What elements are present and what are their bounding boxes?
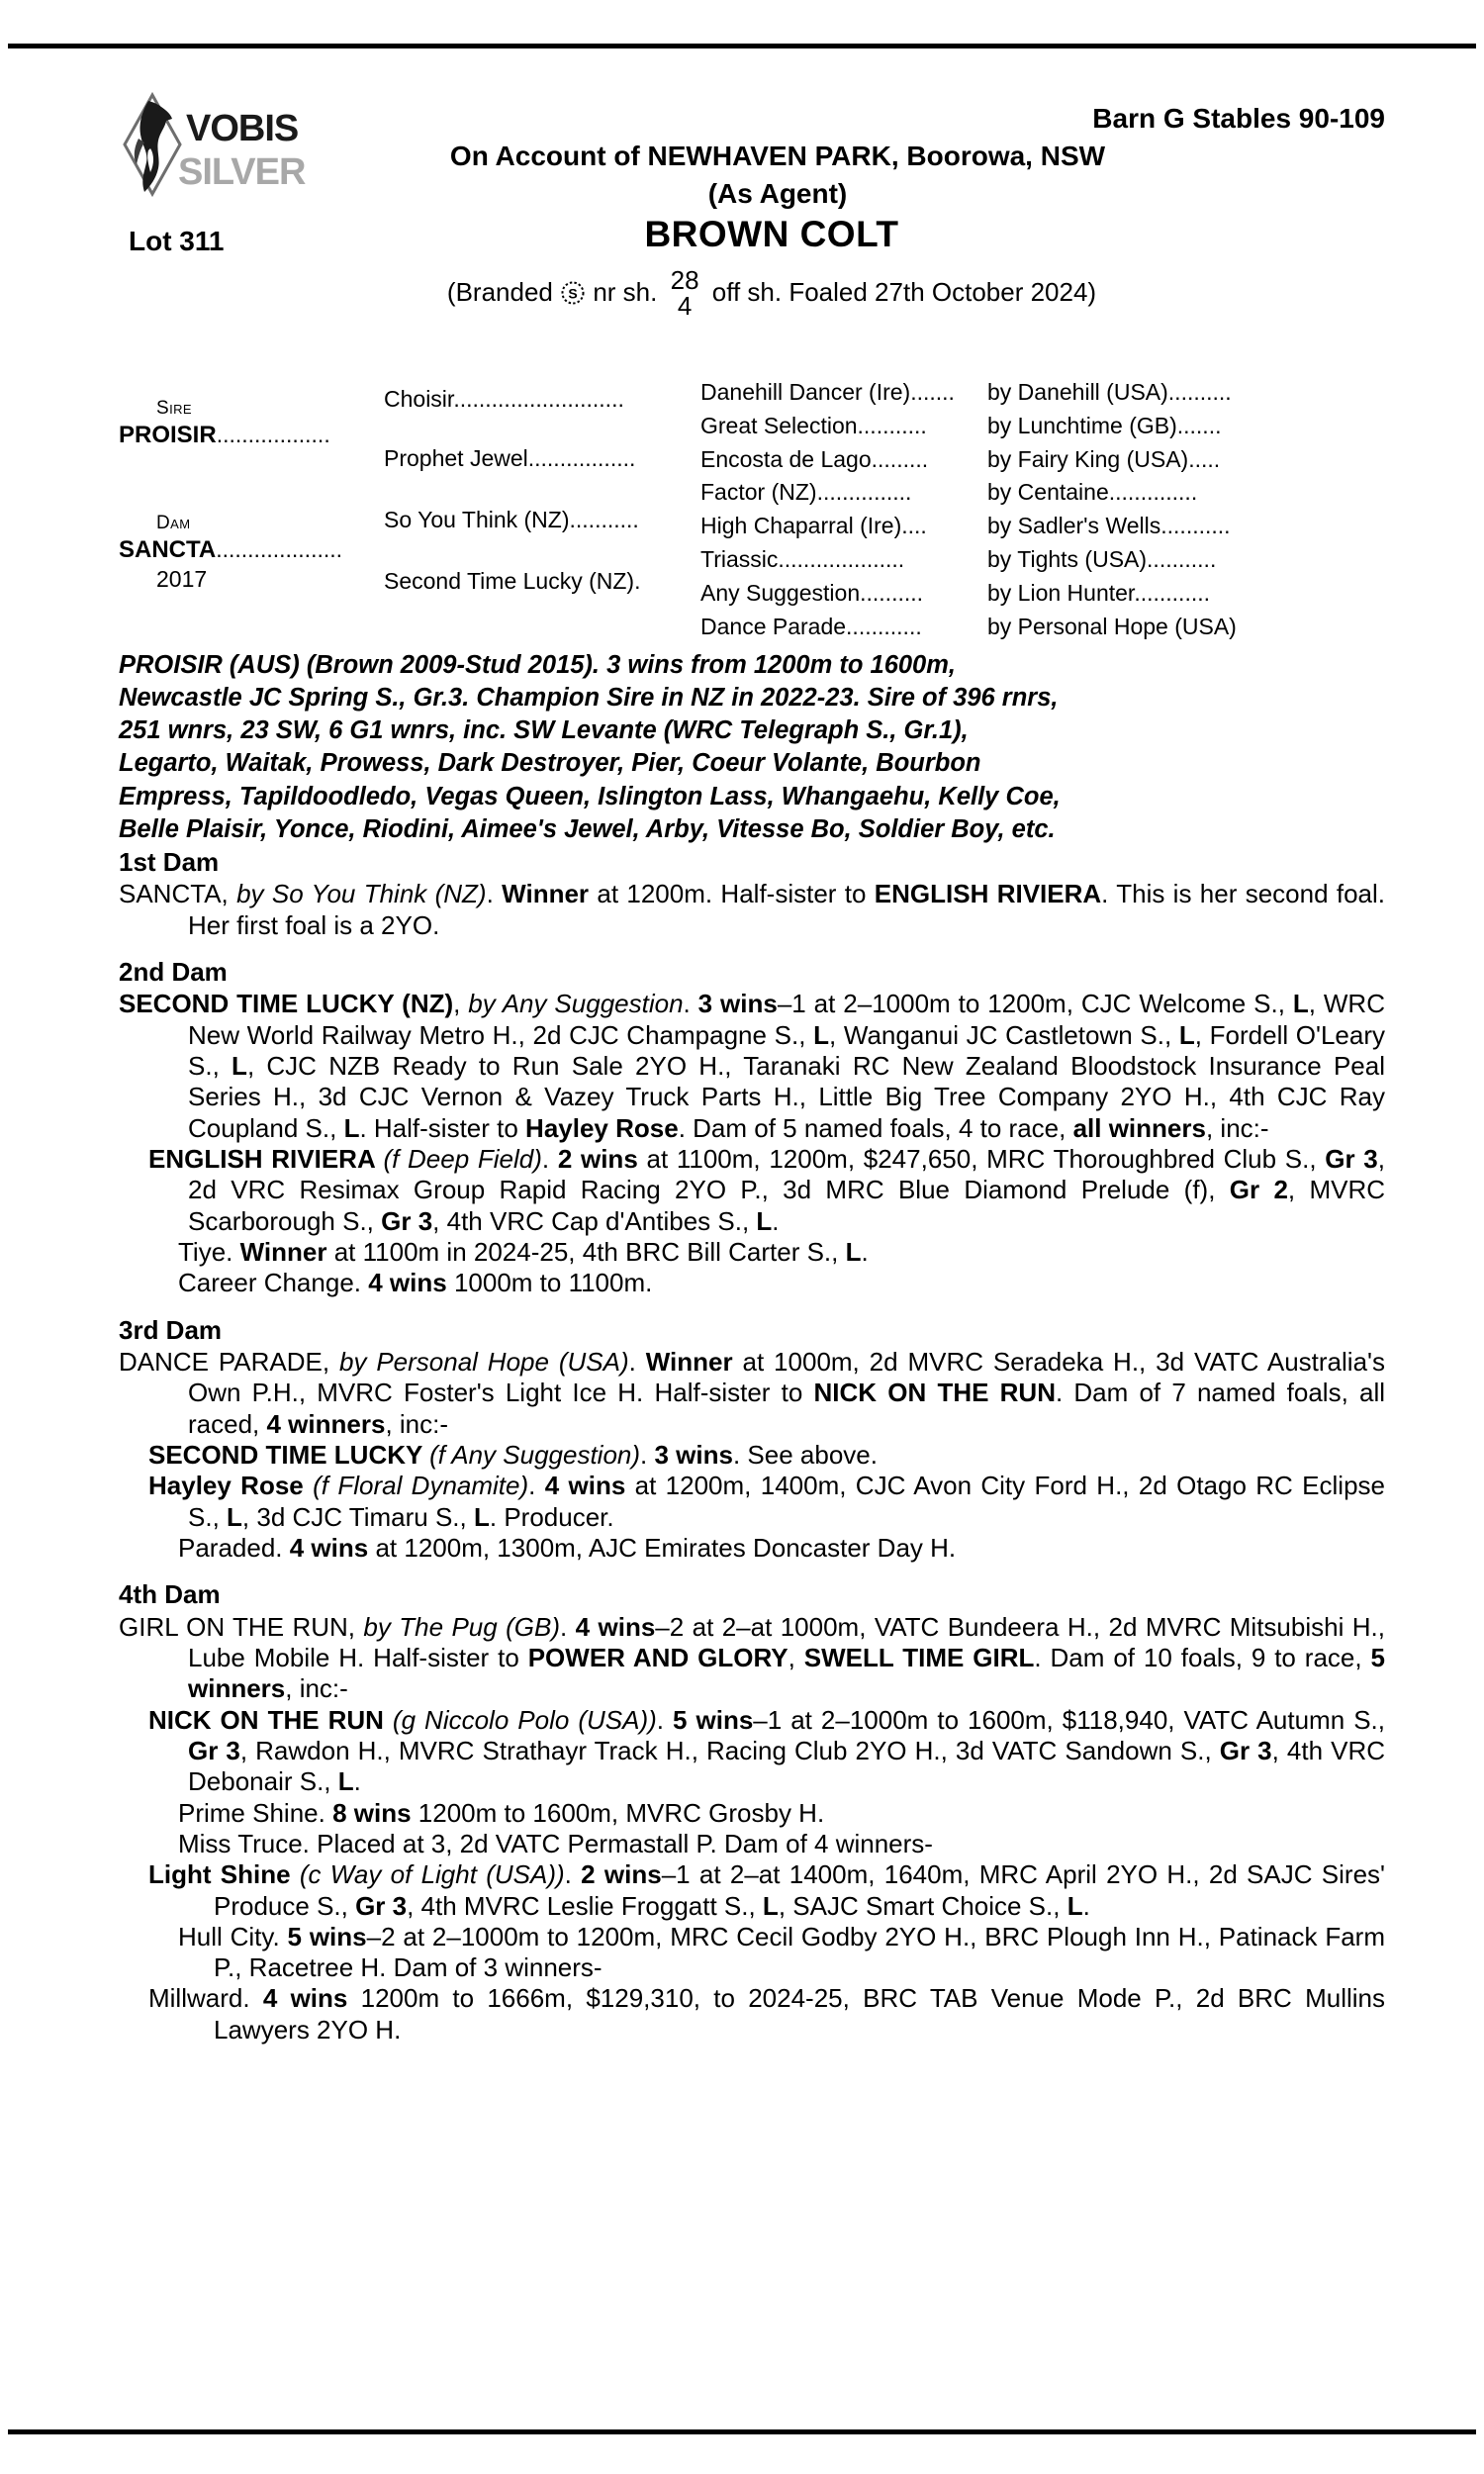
dot-leader: .............. [1108, 479, 1198, 506]
dot-leader: ............ [846, 613, 922, 639]
entry-bold-text: Gr 3 [355, 1890, 408, 1921]
entry-bold-text: L [337, 1766, 354, 1797]
pedigree-gen2-name: So You Think (NZ) [384, 507, 570, 532]
entry-text: SANCTA, [119, 879, 237, 909]
entry-text: , [453, 989, 469, 1019]
entry-text: . [528, 1471, 545, 1501]
entry-bold-text: L [1178, 1019, 1195, 1050]
entry-text: at 1100m, 1200m, $247,650, MRC Thoroughbred Club S., [637, 1143, 1326, 1174]
entry-text: . [656, 1704, 674, 1735]
branded-mid: nr sh. [593, 277, 658, 307]
entry-bold-text: 4 wins [262, 1983, 348, 2014]
entry-text: . Producer. [489, 1501, 614, 1532]
entry-bold-text: L [343, 1112, 360, 1143]
pedigree-entry [119, 1533, 1385, 1564]
entry-text: . [628, 1346, 646, 1377]
pedigree-gen3-cell [700, 611, 987, 644]
pedigree-dam-year: 2017 [156, 565, 208, 592]
dot-leader: ............ [1134, 579, 1211, 606]
pedigree-gen4-name: by Fairy King (USA) [987, 445, 1189, 472]
pedigree-entry [119, 879, 1385, 941]
pedigree-gen3-name: Any Suggestion [700, 579, 861, 606]
pedigree-entry [119, 989, 1385, 1144]
pedigree-leaf-row [700, 611, 1385, 644]
entry-bold-text: Winner [502, 879, 590, 909]
entry-text: Miss Truce. Placed at 3, 2d VATC Permastall P. Dam of 4 winners- [178, 1828, 933, 1858]
entry-italic-text: (f Floral Dynamite) [313, 1471, 529, 1501]
entry-text: , 3d CJC Timaru S., [241, 1501, 474, 1532]
as-agent-line: (As Agent) [707, 178, 848, 209]
entry-bold-text: Gr 3 [1325, 1143, 1378, 1174]
branding-line [119, 267, 1385, 319]
sire-paragraph-line: PROISIR (AUS) (Brown 2009-Stud 2015). 3 wins from 1200m to 1600m, [119, 651, 956, 679]
top-rule [8, 44, 1476, 48]
dot-leader: ........... [1160, 513, 1231, 539]
dam-heading: 1st Dam [119, 847, 220, 877]
entry-text: . [353, 1766, 361, 1797]
pedigree-gen3-name: Encosta de Lago [700, 445, 872, 472]
pedigree-gen2-name: Choisir [384, 386, 454, 412]
pedigree-entry [119, 1144, 1385, 1237]
logo-silver-text: SILVER [178, 151, 306, 193]
pedigree-entry [119, 1859, 1385, 1922]
entry-text: at 1200m, 1400m, CJC Avon City Ford H., 2d Otago RC Eclipse S., [188, 1471, 1385, 1532]
dot-leader: ........... [1147, 545, 1217, 572]
entry-text: . [564, 1859, 582, 1890]
dot-leader: ........... [857, 412, 927, 438]
pedigree-leaf-row [700, 376, 1385, 410]
pedigree-dam-label: Dam [156, 513, 191, 533]
pedigree-gen3-cell [700, 376, 987, 410]
pedigree-entry [119, 1347, 1385, 1440]
sire-paragraph-line: Legarto, Waitak, Prowess, Dark Destroyer, Pier, Coeur Volante, Bourbon [119, 749, 981, 778]
pedigree-gen3-name: Triassic [700, 545, 779, 572]
pedigree-gen4-name: by Sadler's Wells [987, 513, 1161, 539]
dam-block [119, 513, 384, 594]
pedigree-entry [119, 1440, 1385, 1471]
pedigree-leaf-row [700, 410, 1385, 443]
pedigree-gen3-cell [700, 476, 987, 510]
entry-text: Tiye. [178, 1236, 240, 1267]
pedigree-entry [119, 1612, 1385, 1705]
barn-stables-label: Barn G Stables 90-109 [1092, 103, 1385, 134]
entry-bold-text: 5 wins [287, 1921, 367, 1951]
pedigree-gen4-cell [987, 476, 1383, 510]
pedigree-gen2-column [384, 376, 700, 643]
pedigree-leaf-row [700, 476, 1385, 510]
entry-bold-text: all winners [1072, 1112, 1206, 1143]
account-line: On Account of NEWHAVEN PARK, Boorowa, NSW [449, 141, 1106, 171]
pedigree-gen3-name: Danehill Dancer (Ire) [700, 379, 911, 405]
entry-text: . [1082, 1890, 1090, 1921]
entry-bold-text: POWER AND GLORY [527, 1642, 788, 1672]
branded-prefix: (Branded [446, 277, 553, 307]
entry-bold-text: Gr 3 [188, 1735, 240, 1765]
pedigree-gen3-cell [700, 577, 987, 611]
entry-bold-text: Winner [239, 1236, 327, 1267]
sire-paragraph-line: 251 wnrs, 23 SW, 6 G1 wnrs, inc. SW Levante (WRC Telegraph S., Gr.1), [119, 716, 969, 745]
entry-text: , Fordell O'Leary S., [188, 1019, 1386, 1081]
entry-text: –1 at 2–at 1400m, 1640m, MRC April 2YO H., 2d SAJC Sires' Produce S., [214, 1859, 1385, 1921]
page-title: BROWN COLT [644, 214, 899, 254]
pedigree-gen2-cell [384, 568, 700, 595]
dam-sections [119, 847, 1385, 2046]
entry-bold-text: Gr 2 [1229, 1175, 1288, 1205]
brand-numerator: 28 [670, 265, 699, 295]
entry-text: . [683, 989, 698, 1019]
entry-text: 1200m to 1666m, $129,310, to 2024-25, BRC TAB Venue Mode P., 2d BRC Mullins Lawyers 2YO H. [214, 1983, 1385, 2045]
entry-text: GIRL ON THE RUN, [119, 1611, 364, 1642]
pedigree-gen2-name: Prophet Jewel [384, 445, 528, 471]
pedigree-entry [119, 1237, 1385, 1268]
pedigree-gen3-name: Dance Parade [700, 613, 847, 639]
pedigree-gen3-cell [700, 443, 987, 477]
lot-number: Lot 311 [129, 226, 225, 256]
entry-bold-text: L [762, 1890, 779, 1921]
entry-text: at 1200m. Half-sister to [589, 879, 875, 909]
entry-text: at 1100m in 2024-25, 4th BRC Bill Carter S., [326, 1236, 846, 1267]
dot-leader: ............... [816, 479, 912, 506]
pedigree-gen2-cell [384, 445, 700, 472]
entry-italic-text: (f Any Suggestion) [429, 1439, 641, 1470]
sire-block [119, 398, 384, 450]
pedigree-gen4-name: by Centaine [987, 479, 1109, 506]
entry-bold-text: L [232, 1050, 247, 1081]
pedigree-entry [119, 1268, 1385, 1298]
entry-text: . [486, 879, 503, 909]
pedigree-gen4-cell [987, 577, 1383, 611]
entry-bold-text: 3 wins [654, 1439, 733, 1470]
pedigree-gen4-cell [987, 543, 1383, 577]
entry-text: –1 at 2–1000m to 1600m, $118,940, VATC Autumn S., [753, 1704, 1385, 1735]
entry-text: Millward. [148, 1983, 263, 2014]
entry-italic-text: (f Deep Field) [383, 1143, 542, 1174]
pedigree-gen3-cell [700, 510, 987, 543]
dot-leader: ........... [569, 507, 639, 532]
entry-bold-text: 4 wins [368, 1268, 447, 1298]
pedigree-entry [119, 1471, 1385, 1533]
entry-bold-text: L [473, 1501, 490, 1532]
entry-bold-text: 4 wins [575, 1611, 656, 1642]
pedigree-sire-name [119, 421, 384, 450]
entry-text: , CJC NZB Ready to Run Sale 2YO H., Taranaki RC New Zealand Bloodstock Insurance Peal Series H., 3d CJC Vernon & Vazey Truck Parts H., Little Big Tree Company 2YO H., 4th CJC Ray Coupland S., [188, 1050, 1386, 1143]
sire-summary-paragraph [119, 649, 1385, 846]
pedigree-gen4-cell [987, 376, 1383, 410]
entry-bold-text: 2 wins [581, 1859, 662, 1890]
entry-text: , 4th VRC Cap d'Antibes S., [432, 1205, 757, 1236]
entry-text: . [640, 1439, 655, 1470]
entry-bold-text: L [756, 1205, 773, 1236]
entry-bold-text: 2 wins [557, 1143, 638, 1174]
entry-italic-text: (g Niccolo Polo (USA)) [392, 1704, 657, 1735]
entry-italic-text: by So You Think (NZ) [236, 879, 487, 909]
entry-text: –2 at 2–at 1000m, VATC Bundeera H., 2d MVRC Mitsubishi H., Lube Mobile H. Half-sister to [188, 1611, 1385, 1672]
entry-bold-text: L [1067, 1890, 1083, 1921]
entry-text: . Dam of 7 named foals, all raced, [188, 1378, 1385, 1439]
pedigree-gen3-name: Factor (NZ) [700, 479, 817, 506]
entry-bold-text: NICK ON THE RUN [813, 1378, 1056, 1408]
bottom-rule [8, 2429, 1476, 2434]
pedigree-parents-column [119, 376, 384, 643]
entry-italic-text: by Any Suggestion [468, 989, 684, 1019]
entry-text: , MVRC Scarborough S., [188, 1175, 1386, 1236]
pedigree-dam-name [119, 535, 384, 565]
pedigree-entry [119, 1829, 1385, 1859]
pedigree-gen2-cell [384, 386, 700, 413]
svg-text:S: S [568, 285, 578, 302]
pedigree-entry [119, 1983, 1385, 2046]
sire-paragraph-line: Empress, Tapildoodledo, Vegas Queen, Islington Lass, Whangaehu, Kelly Coe, [119, 782, 1061, 810]
pedigree-gen4-name: by Tights (USA) [987, 545, 1148, 572]
entry-bold-text: Gr 3 [1219, 1735, 1272, 1765]
entry-bold-text: 3 wins [697, 989, 778, 1019]
entry-bold-text: L [845, 1236, 862, 1267]
pedigree-leaf-row [700, 543, 1385, 577]
sire-paragraph-line: Belle Plaisir, Yonce, Riodini, Aimee's Jewel, Arby, Vitesse Bo, Soldier Boy, etc. [119, 814, 1056, 843]
entry-text: Paraded. [178, 1532, 290, 1563]
pedigree-gen4-cell [987, 611, 1383, 644]
dot-leader: ................. [527, 445, 636, 471]
entry-italic-text: by The Pug (GB) [363, 1611, 561, 1642]
branded-suffix: off sh. Foaled 27th October 2024) [711, 277, 1097, 307]
dot-leader: ......... [871, 445, 929, 472]
dot-leader: ..... [1188, 445, 1221, 472]
entry-text: . Dam of 10 foals, 9 to race, [1034, 1642, 1371, 1672]
entry-text: , SAJC Smart Choice S., [778, 1890, 1067, 1921]
entry-bold-text: 5 winners [188, 1642, 1385, 1704]
brand-fraction [671, 267, 699, 319]
entry-bold-text: L [1292, 989, 1309, 1019]
pedigree-entry [119, 1798, 1385, 1829]
entry-bold-text: ENGLISH RIVIERA [148, 1143, 384, 1174]
entry-bold-text: 5 wins [673, 1704, 754, 1735]
entry-text: 1000m to 1100m. [446, 1268, 653, 1298]
dot-leader: .................... [778, 545, 905, 572]
entry-bold-text: 4 wins [544, 1471, 626, 1501]
entry-bold-text: NICK ON THE RUN [148, 1704, 393, 1735]
entry-italic-text: (c Way of Light (USA)) [299, 1859, 565, 1890]
entry-text: , WRC New World Railway Metro H., 2d CJC Champagne S., [188, 989, 1385, 1050]
pedigree-gen34-column [700, 376, 1385, 643]
dam-heading: 3rd Dam [119, 1314, 223, 1345]
entry-text: –2 at 2–1000m to 1200m, MRC Cecil Godby 2YO H., BRC Plough Inn H., Patinack Farm P., Racetree H. Dam of 3 winners- [214, 1921, 1385, 1983]
pedigree-gen4-name: by Lunchtime (GB) [987, 412, 1177, 438]
dot-leader: .... [901, 513, 927, 539]
entry-text: . See above. [732, 1439, 878, 1470]
dot-leader: .......... [860, 579, 924, 606]
dot-leader: ....... [1176, 412, 1222, 438]
brand-s-circle-icon [560, 280, 586, 306]
entry-bold-text: 8 wins [332, 1797, 412, 1828]
entry-text: . [560, 1611, 576, 1642]
entry-text: . Dam of 5 named foals, 4 to race, [678, 1112, 1073, 1143]
entry-text: , inc:- [285, 1673, 348, 1704]
entry-bold-text: Hayley Rose [148, 1471, 314, 1501]
pedigree-entry [119, 1705, 1385, 1798]
entry-bold-text: SECOND TIME LUCKY [148, 1439, 430, 1470]
pedigree-sire-label: Sire [156, 398, 192, 419]
entry-text: at 1000m, 2d MVRC Seradeka H., 3d VATC Australia's Own P.H., MVRC Foster's Light Ice H. Half-sister to [188, 1346, 1385, 1408]
pedigree-gen4-name: by Personal Hope (USA) [987, 613, 1237, 639]
entry-italic-text: by Personal Hope (USA) [338, 1346, 629, 1377]
pedigree-leaf-row [700, 443, 1385, 477]
dot-leader: . [634, 568, 641, 594]
entry-text: , inc:- [1205, 1112, 1269, 1143]
entry-text: . [861, 1236, 869, 1267]
pedigree-gen2-cell [384, 507, 700, 533]
entry-bold-text: L [227, 1501, 242, 1532]
entry-text: –1 at 2–1000m to 1200m, CJC Welcome S., [777, 989, 1293, 1019]
entry-text: . [541, 1143, 558, 1174]
entry-text: , 4th MVRC Leslie Froggatt S., [407, 1890, 763, 1921]
pedigree-entry [119, 1922, 1385, 1984]
pedigree-leaf-row [700, 577, 1385, 611]
pedigree-gen2-name: Second Time Lucky (NZ) [384, 568, 635, 594]
dot-leader: .................. [216, 421, 330, 447]
page-content [119, 77, 1386, 2045]
entry-text: Hull City. [178, 1921, 288, 1951]
entry-text: 1200m to 1600m, MVRC Grosby H. [411, 1797, 825, 1828]
dot-leader: ....... [910, 379, 955, 405]
entry-bold-text: Gr 3 [381, 1205, 433, 1236]
entry-text: , Wanganui JC Castletown S., [828, 1019, 1179, 1050]
entry-bold-text: 4 wins [289, 1532, 369, 1563]
entry-text: . This is her second foal. Her first foal is a 2YO. [188, 879, 1386, 940]
pedigree-gen3-cell [700, 410, 987, 443]
dot-leader: .................... [216, 535, 343, 562]
entry-bold-text: L [813, 1019, 829, 1050]
entry-bold-text: SWELL TIME GIRL [803, 1642, 1035, 1672]
header [119, 77, 1385, 321]
entry-text: at 1200m, 1300m, AJC Emirates Doncaster Day H. [368, 1532, 957, 1563]
entry-text: , 4th VRC Debonair S., [188, 1735, 1385, 1797]
entry-text: , [788, 1642, 804, 1672]
entry-text: DANCE PARADE, [119, 1346, 339, 1377]
entry-text: , inc:- [385, 1408, 449, 1439]
entry-text: , 2d VRC Resimax Group Rapid Racing 2YO P., 3d MRC Blue Diamond Prelude (f), [188, 1143, 1385, 1205]
entry-text: . Half-sister to [359, 1112, 526, 1143]
dam-heading: 2nd Dam [119, 956, 228, 987]
brand-denominator: 4 [677, 291, 693, 321]
logo-vobis-text: VOBIS [186, 108, 299, 149]
dot-leader: .......... [1167, 379, 1232, 405]
pedigree-gen4-name: by Lion Hunter [987, 579, 1135, 606]
pedigree-gen4-cell [987, 510, 1383, 543]
entry-bold-text: Winner [645, 1346, 733, 1377]
pedigree-gen3-name: High Chaparral (Ire) [700, 513, 902, 539]
entry-bold-text: Hayley Rose [525, 1112, 679, 1143]
entry-bold-text: 4 winners [266, 1408, 386, 1439]
entry-text: Prime Shine. [178, 1797, 333, 1828]
sire-paragraph-line: Newcastle JC Spring S., Gr.3. Champion Sire in NZ in 2022-23. Sire of 396 rnrs, [119, 684, 1059, 713]
dot-leader: ........................... [453, 386, 624, 412]
dam-heading: 4th Dam [119, 1579, 221, 1610]
pedigree-grid [119, 376, 1385, 643]
pedigree-gen4-cell [987, 410, 1383, 443]
entry-text: , Rawdon H., MVRC Strathayr Track H., Racing Club 2YO H., 3d VATC Sandown S., [239, 1735, 1220, 1765]
pedigree-gen3-name: Great Selection [700, 412, 858, 438]
entry-text: Career Change. [178, 1268, 369, 1298]
pedigree-gen4-name: by Danehill (USA) [987, 379, 1168, 405]
entry-bold-text: ENGLISH RIVIERA [874, 879, 1102, 909]
entry-bold-text: SECOND TIME LUCKY (NZ) [119, 989, 454, 1019]
pedigree-gen3-cell [700, 543, 987, 577]
pedigree-sire-name-text: PROISIR [119, 421, 217, 448]
pedigree-dam-name-text: SANCTA [119, 535, 217, 563]
entry-text: . [772, 1205, 780, 1236]
entry-bold-text: Light Shine [148, 1859, 300, 1890]
pedigree-leaf-row [700, 510, 1385, 543]
pedigree-table [119, 376, 1385, 643]
pedigree-gen4-cell [987, 443, 1383, 477]
